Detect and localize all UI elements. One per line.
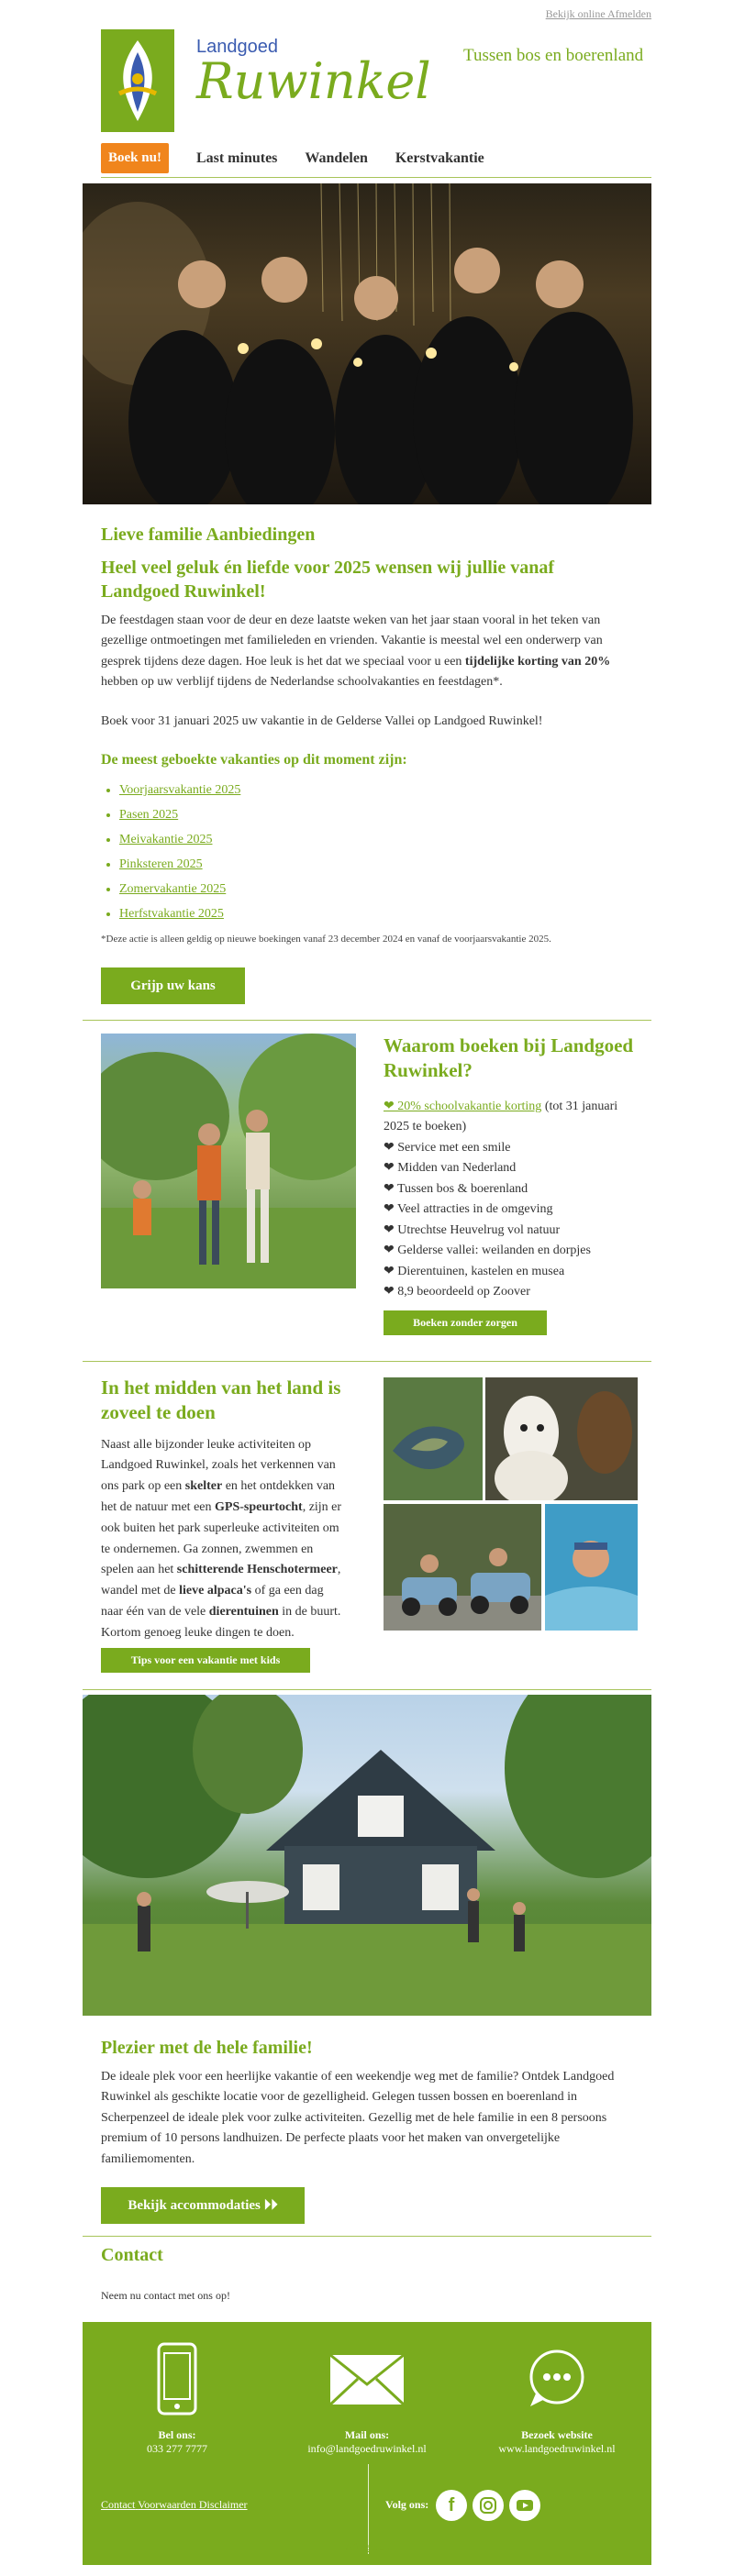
view-online-link[interactable]: Bekijk online bbox=[545, 7, 606, 20]
why-item: ❤ Service met een smile bbox=[384, 1140, 511, 1155]
mail-icon bbox=[328, 2342, 406, 2416]
popular-holidays-heading: De meest geboekte vakanties op dit moment zijn: bbox=[101, 751, 407, 768]
grab-chance-button[interactable]: Grijp uw kans bbox=[101, 967, 245, 1004]
footer-link-voorwaarden[interactable]: Voorwaarden bbox=[138, 2498, 196, 2511]
top-links bbox=[546, 7, 651, 21]
tagline: Tussen bos en boerenland bbox=[463, 46, 644, 65]
divider-2 bbox=[83, 1361, 651, 1362]
intro-paragraph-1: De feestdagen staan voor de deur en deze laatste weken van het jaar staan vooral in het teken van gezellige ontmoetingen met familieleden en vrienden. Vakantie is meestal wel een onderwerp van gesprek tijdens deze dagen. Hoe leuk is het dat we speciaal voor u een tijdelijke korting van 20% hebben op uw verblijf tijdens de Nederlandse schoolvakanties en feestdagen*. bbox=[101, 614, 611, 690]
family-highfive-photo bbox=[101, 1034, 356, 1288]
footer bbox=[83, 2322, 651, 2565]
unsubscribe-link-top[interactable]: Afmelden bbox=[607, 7, 651, 20]
why-item: ❤ 8,9 beoordeeld op Zoover bbox=[384, 1285, 530, 1299]
logo-big-text: Ruwinkel bbox=[196, 52, 431, 110]
why-item: ❤ Midden van Nederland bbox=[384, 1161, 517, 1176]
discount-link[interactable]: ❤ 20% schoolvakantie korting bbox=[384, 1099, 542, 1113]
holiday-link-voorjaar[interactable]: • Voorjaarsvakantie 2025 bbox=[119, 778, 633, 802]
website-label: Bezoek website bbox=[521, 2428, 593, 2441]
footer-link-contact[interactable]: Contact bbox=[101, 2498, 136, 2511]
call-value: 033 277 7777 bbox=[147, 2442, 207, 2455]
footnote: *Deze actie is alleen geldig op nieuwe boekingen vanaf 23 december 2024 en vanaf de voorjaarsvakantie 2025. bbox=[101, 933, 551, 945]
holiday-link-mei[interactable]: • Meivakantie 2025 bbox=[119, 827, 633, 852]
family-heading: Plezier met de hele familie! bbox=[101, 2038, 313, 2058]
youtube-icon[interactable] bbox=[509, 2490, 540, 2521]
middle-paragraph: Naast alle bijzonder leuke activiteiten op Landgoed Ruwinkel, zoals het verkennen van ons park op een skelter en het ontdekken van het de natuur met een GPS-speurtocht, zijn er ook buiten het park superleuke activiteiten om te ondernemen. Ga zonnen, zwemmen en spelen aan het schitterende Henschotermeer, wandel met de lieve alpaca's of ga een dag naar één van de vele dierentuinen in de buurt. Kortom genoeg leuke dingen te doen. bbox=[101, 1437, 342, 1640]
holiday-link-pasen[interactable]: • Pasen 2025 bbox=[119, 802, 633, 827]
instagram-icon[interactable] bbox=[473, 2490, 504, 2521]
why-heading: Waarom boeken bij Landgoed Ruwinkel? bbox=[384, 1034, 634, 1082]
hero-photo bbox=[83, 183, 651, 504]
footer-link-disclaimer[interactable]: Disclaimer bbox=[198, 2498, 248, 2511]
why-list bbox=[384, 1097, 640, 1303]
go-kart-photo bbox=[384, 1504, 541, 1631]
main-nav bbox=[101, 143, 484, 173]
divider-4 bbox=[83, 2236, 651, 2237]
logo[interactable] bbox=[101, 29, 431, 132]
chat-bubble-icon bbox=[525, 2342, 589, 2416]
contact-heading: Contact bbox=[101, 2245, 163, 2265]
alpaca-photo bbox=[485, 1377, 638, 1500]
why-item: ❤ Dierentuinen, kastelen en musea bbox=[384, 1264, 565, 1278]
book-worry-free-button[interactable]: Boeken zonder zorgen bbox=[384, 1310, 547, 1335]
popular-holidays-list bbox=[101, 778, 633, 926]
book-now-button[interactable]: Boek nu! bbox=[101, 143, 169, 173]
nav-wandelen[interactable]: Wandelen bbox=[305, 149, 368, 166]
why-item: ❤ Utrechtse Heuvelrug vol natuur bbox=[384, 1222, 561, 1237]
unsubscribe-link-bottom[interactable]: Afmelden bbox=[345, 2540, 389, 2553]
facebook-icon[interactable]: f bbox=[436, 2490, 467, 2521]
nav-last-minutes[interactable]: Last minutes bbox=[195, 149, 278, 166]
intro-paragraph-2: Boek voor 31 januari 2025 uw vakantie in de Gelderse Vallei op Landgoed Ruwinkel! bbox=[101, 713, 543, 728]
view-accommodations-button[interactable]: Bekijk accommodaties ⏵⏵ bbox=[101, 2187, 305, 2224]
call-label: Bel ons: bbox=[158, 2428, 196, 2441]
holiday-link-herfst[interactable]: • Herfstvakantie 2025 bbox=[119, 901, 633, 926]
footer-website[interactable] bbox=[462, 2342, 651, 2456]
why-item: ❤ Veel attracties in de omgeving bbox=[384, 1202, 553, 1217]
mail-label: Mail ons: bbox=[344, 2428, 390, 2441]
family-paragraph: De ideale plek voor een heerlijke vakantie of een weekendje weg met de familie? Ontdek Landgoed Ruwinkel als geschikte locatie voor de gezelligheid. Gelegen tussen bossen en boerenland in Scherpenzeel de ideale plek voor zulke activiteiten. Gezellig met de hele familie in een 8 persoons premium of 10 persons landhuizen. De perfecte plaats voor het maken van onvergetelijke familiemomenten. bbox=[101, 2070, 615, 2166]
house-photo bbox=[83, 1695, 651, 2016]
divider-1 bbox=[83, 1020, 651, 1021]
why-item: ❤ Tussen bos & boerenland bbox=[384, 1181, 528, 1196]
swimming-photo bbox=[545, 1504, 638, 1631]
divider-3 bbox=[83, 1689, 651, 1690]
why-item: ❤ Gelderse vallei: weilanden en dorpjes bbox=[384, 1244, 591, 1258]
kids-tips-button[interactable]: Tips voor een vakantie met kids bbox=[101, 1648, 310, 1673]
footer-links bbox=[101, 2498, 248, 2512]
logo-small-text: Landgoed bbox=[196, 37, 278, 57]
footer-call[interactable] bbox=[83, 2342, 272, 2456]
intro-heading-2: Heel veel geluk én liefde voor 2025 wensen wij jullie vanaf Landgoed Ruwinkel! bbox=[101, 558, 555, 602]
mail-value: info@landgoedruwinkel.nl bbox=[307, 2442, 427, 2455]
holiday-link-pinksteren[interactable]: • Pinksteren 2025 bbox=[119, 852, 633, 877]
phone-icon bbox=[150, 2342, 205, 2416]
website-value: www.landgoedruwinkel.nl bbox=[498, 2442, 616, 2455]
intro-heading-1: Lieve familie Aanbiedingen bbox=[101, 525, 316, 545]
contact-text: Neem nu contact met ons op! bbox=[101, 2289, 230, 2302]
why-item-discount: ❤ 20% schoolvakantie korting (tot 31 januari 2025 te boeken) bbox=[384, 1099, 618, 1134]
follow-label: Volg ons: bbox=[385, 2498, 429, 2511]
footer-mail[interactable] bbox=[272, 2342, 462, 2456]
middle-heading: In het midden van het land is zoveel te doen bbox=[101, 1376, 341, 1424]
holiday-link-zomer[interactable]: • Zomervakantie 2025 bbox=[119, 877, 633, 901]
lake-aerial-photo bbox=[384, 1377, 483, 1500]
nav-divider bbox=[101, 177, 651, 178]
nav-kerstvakantie[interactable]: Kerstvakantie bbox=[395, 149, 484, 166]
